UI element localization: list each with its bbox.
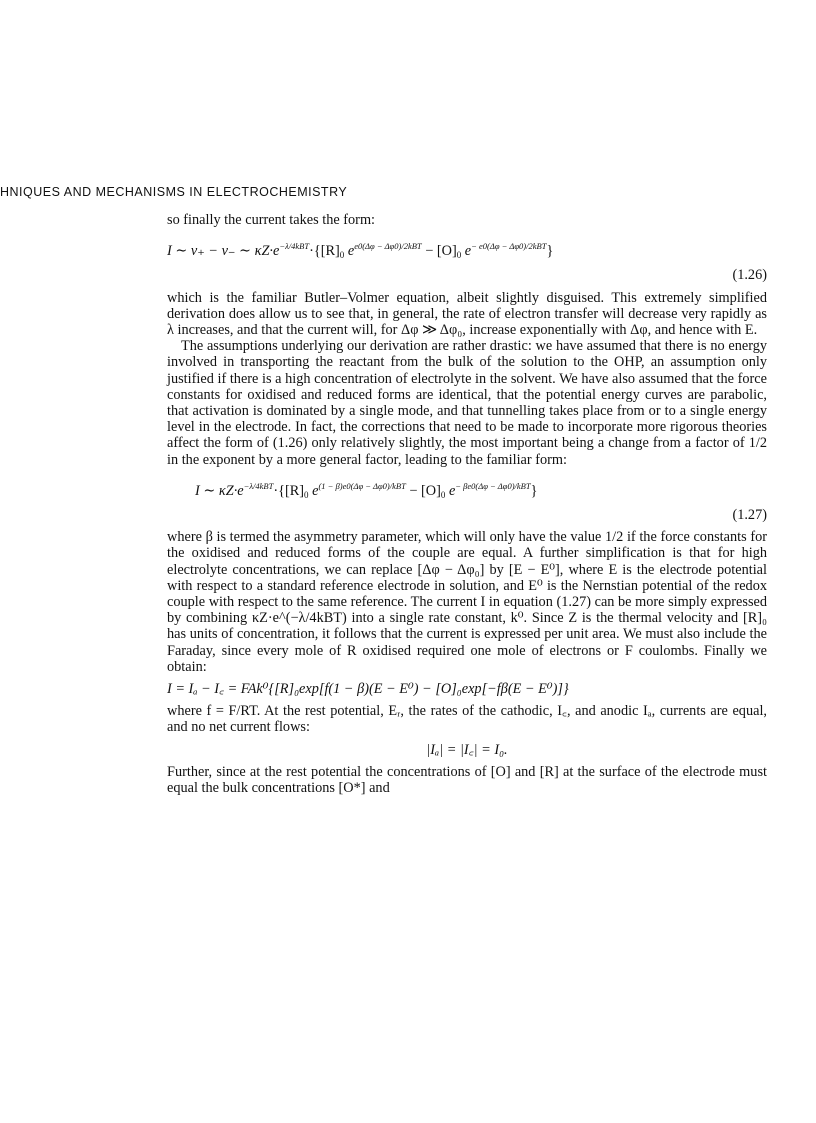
page-body — [167, 212, 767, 796]
running-header: HNIQUES AND MECHANISMS IN ELECTROCHEMISTRY — [0, 185, 348, 199]
paragraph-rest-potential: where f = F/RT. At the rest potential, Eᵣ, the rates of the cathodic, I꜀, and anodic Iₐ, currents are equal, and no net current flows: — [167, 703, 767, 736]
equation-exchange-current: |Iₐ| = |I꜀| = I₀. — [426, 741, 508, 758]
paragraph-assumptions: The assumptions underlying our derivation are rather drastic: we have assumed that there is no energy involved in transporting the reactant from the bulk of the solution to the OHP, an assumption only justified if there is a high concentration of electrolyte in the solvent. We have also assumed that the force constants for oxidised and reduced forms are identical, that the potential energy curves are parabolic, that activation is dominated by a single mode, and that tunnelling takes place from or to a single energy level in the electrode. In fact, the corrections that need to be made to incorporate more rigorous theories affect the form of (1.26) only relatively slightly, the most important being a change from a factor of 1/2 in the exponent by a more general factor, leading to the familiar form: — [167, 338, 767, 468]
intro-text: so finally the current takes the form: — [167, 212, 376, 228]
paragraph-butler-volmer: which is the familiar Butler–Volmer equation, albeit slightly disguised. This extremely simplified derivation does allow us to see that, in general, the rate of electron transfer will decrease very rapidly as λ increases, and that the current will, for Δφ ≫ Δφ₀, increase exponentially with Δφ, and hence with E. — [167, 289, 767, 339]
equation-1-26: I ∼ ν₊ − ν₋ ∼ $\kappa Z\cdot e^{-\lambda/4kBT}\cdot\{[R]_0$ $e^{e0(\Delta\varphi - \Delta\varphi 0)/2kBT} - [O]_0$ $e^{- e0(\Delta\varphi - \Delta\varphi 0)/2kBT}$} — [167, 241, 554, 261]
paragraph-further: Further, since at the rest potential the concentrations of [O] and [R] at the surface of the electrode must equal the bulk concentrations [O*] and — [167, 763, 767, 797]
equation-current-final: I = Iₐ − I꜀ = FAk⁰{[R]₀exp[f(1 − β)(E − E⁰) − [O]₀exp[−fβ(E − E⁰)]} — [167, 681, 569, 698]
equation-number-1-27: (1.27) — [732, 507, 767, 524]
equation-number-1-26: (1.26) — [732, 267, 767, 284]
equation-1-27: I ∼ $\kappa Z\cdot e^{-\lambda/4kBT}\cdot\{[R]_0$ $e^{(1 - \beta)e0(\Delta\varphi - \Delta\varphi 0)/kBT} - [O]_0$ $e^{- \beta e0(\Delta\varphi - \Delta\varphi 0)/kBT}$} — [195, 480, 538, 500]
paragraph-asymmetry: where β is termed the asymmetry parameter, which will only have the value 1/2 if the force constants for the oxidised and reduced forms of the couple are equal. A further simplification is that for high electrolyte concentrations, we can replace [Δφ − Δφ₀] by [E − E⁰], where E is the electrode potential with respect to a standard reference electrode in solution, and E⁰ is the Nernstian potential of the redox couple with respect to the same reference. The current I in equation (1.27) can be more simply expressed by combining κZ·e^(−λ/4kBT) into a single rate constant, k⁰. Since Z is the thermal velocity and [R]₀ has units of concentration, it follows that the current is expressed per unit area. We must also include the Faraday, since every mole of R oxidised required one mole of electrons or F coulombs. Finally we obtain: — [167, 529, 767, 675]
